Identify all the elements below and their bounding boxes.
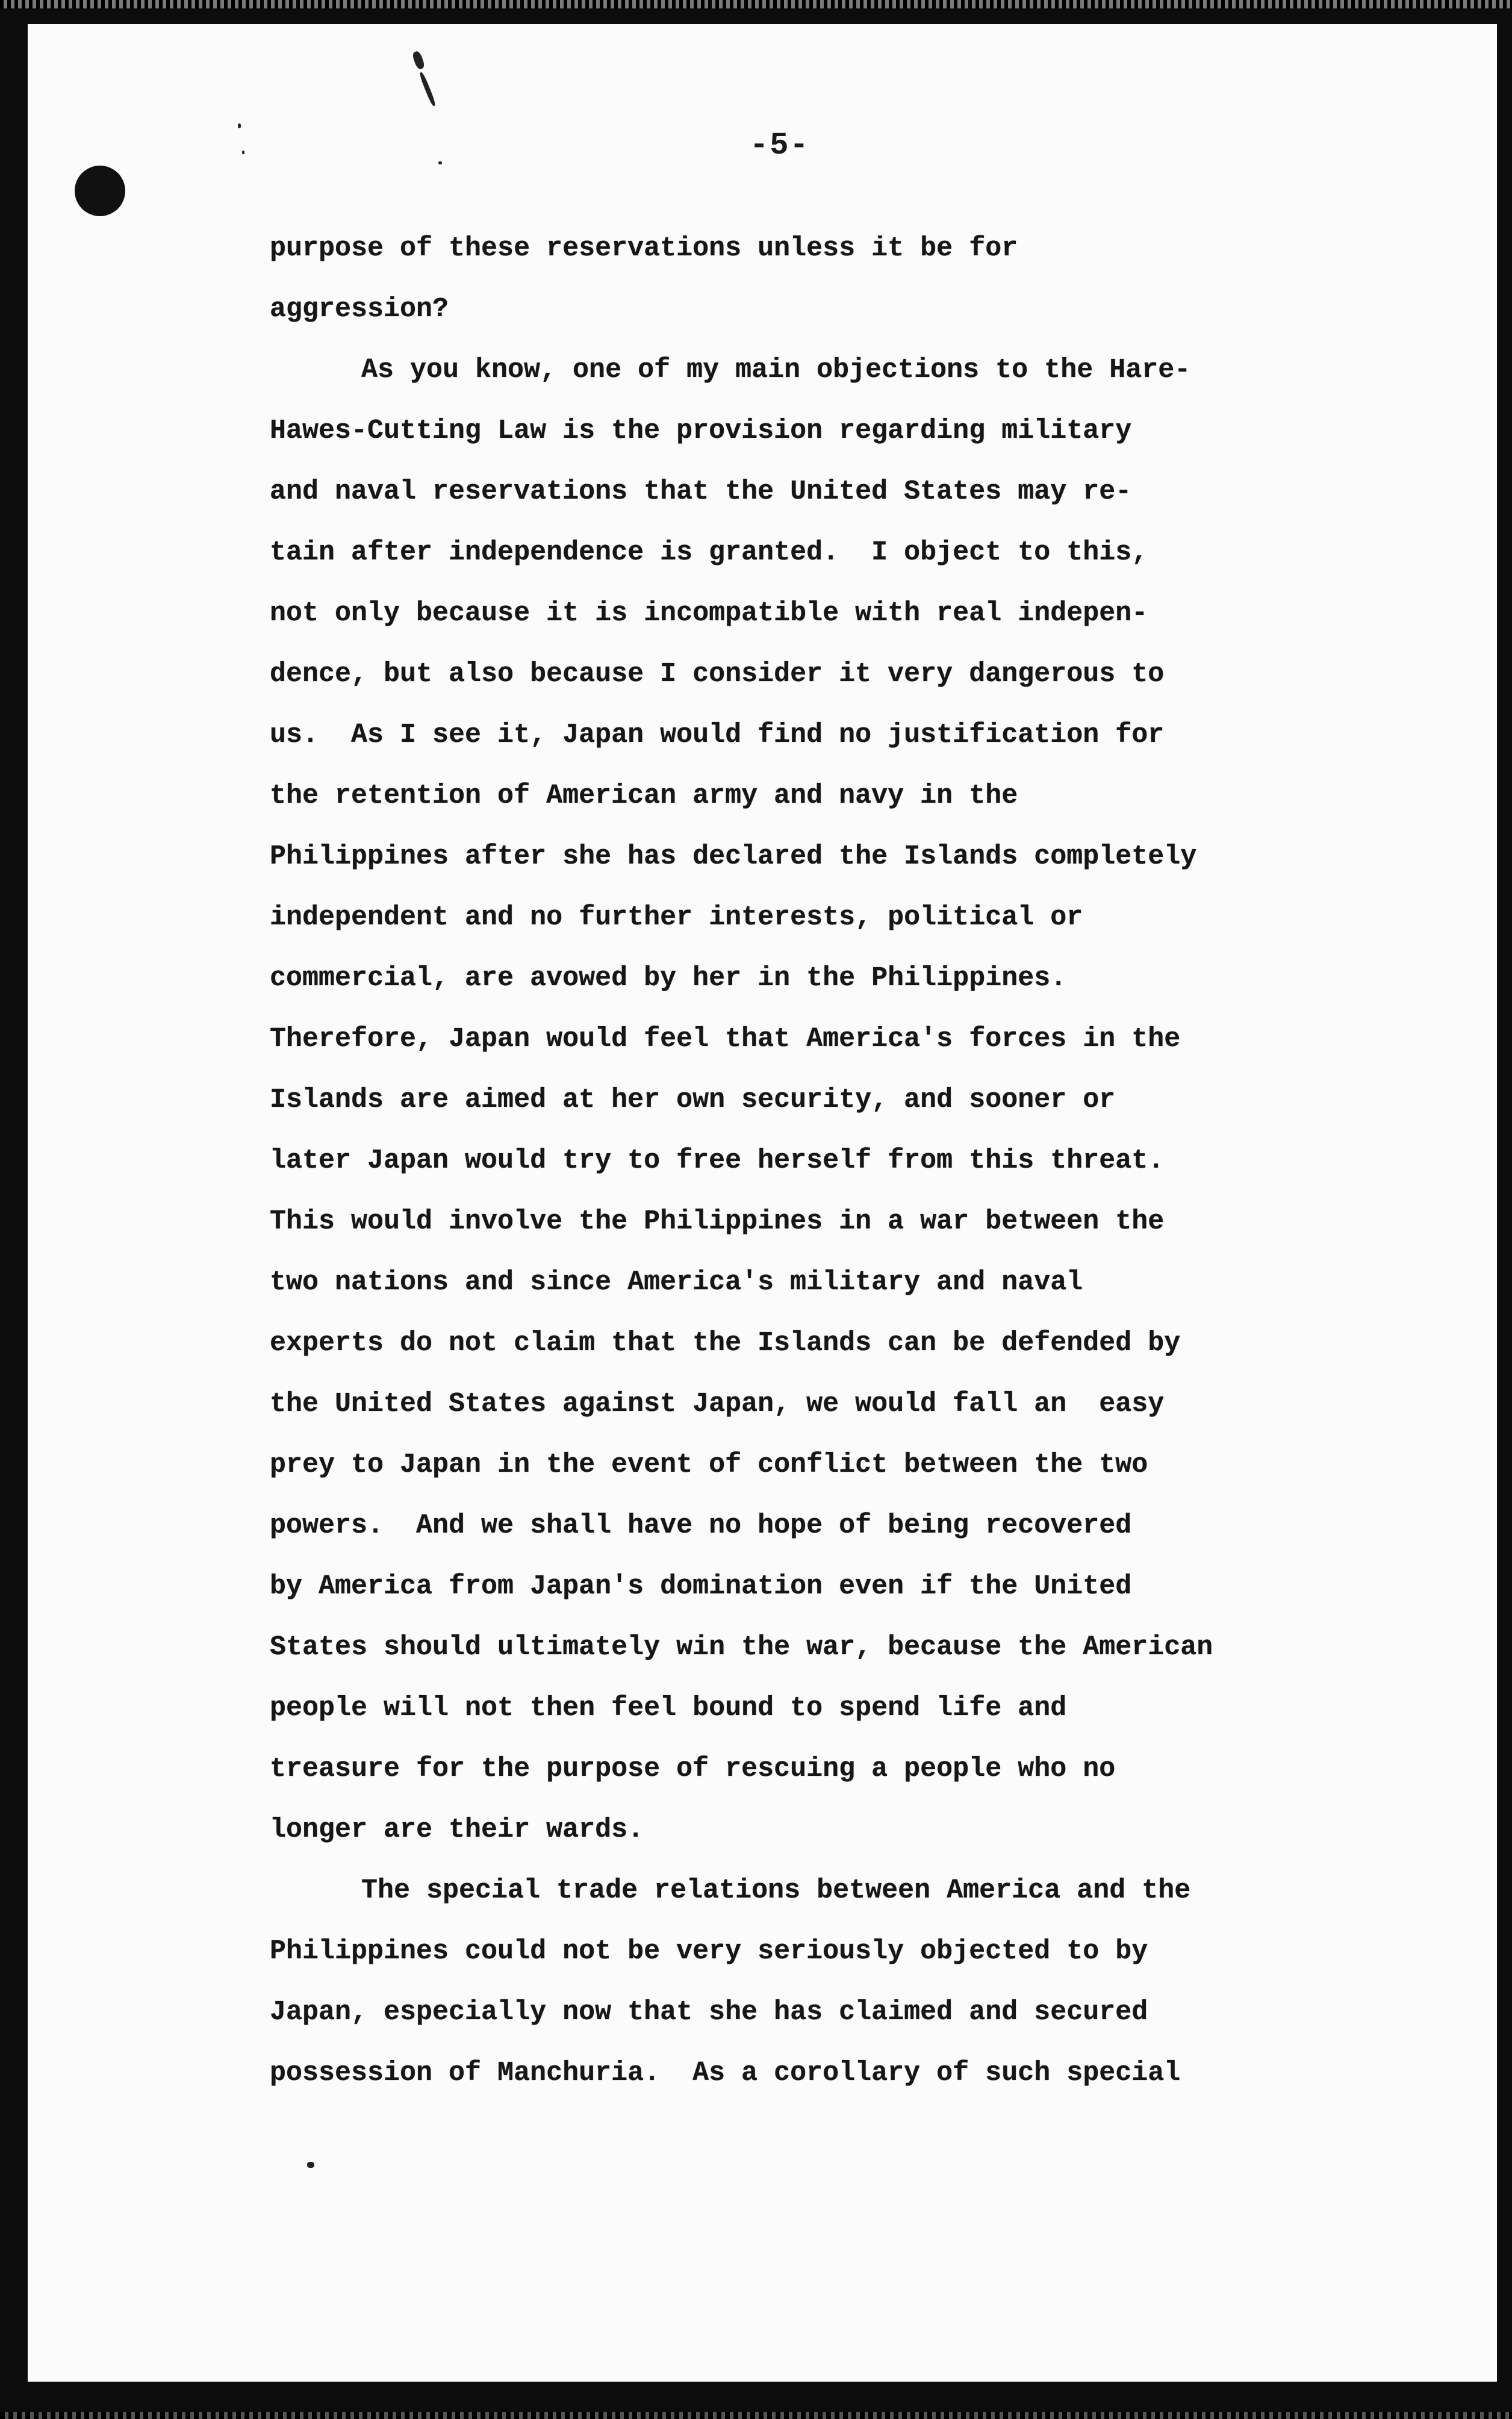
text-line: tain after independence is granted. I object to this,	[270, 537, 1148, 568]
text-line: purpose of these reservations unless it be for	[270, 233, 1018, 264]
text-line: Japan, especially now that she has claimed and secured	[270, 1997, 1148, 2028]
text-line: powers. And we shall have no hope of being recovered	[270, 1510, 1132, 1541]
text-line: As you know, one of my main objections to the Hare-	[361, 355, 1191, 385]
text-line: the retention of American army and navy in the	[270, 780, 1018, 811]
text-line: later Japan would try to free herself from this threat.	[270, 1145, 1165, 1176]
typed-body-text	[270, 218, 1414, 2103]
text-line: This would involve the Philippines in a war between the	[270, 1206, 1165, 1237]
text-line: and naval reservations that the United States may re-	[270, 476, 1132, 507]
ink-mark	[242, 151, 244, 154]
text-line: Hawes-Cutting Law is the provision regarding military	[270, 416, 1132, 446]
ink-mark	[438, 161, 442, 164]
text-line: not only because it is incompatible with real indepen-	[270, 598, 1148, 629]
text-line: independent and no further interests, political or	[270, 902, 1083, 933]
ink-mark	[307, 2162, 314, 2168]
film-edge-bottom	[0, 2412, 1512, 2419]
punch-hole	[75, 166, 125, 216]
text-line: Islands are aimed at her own security, and sooner or	[270, 1085, 1116, 1115]
film-edge-top	[0, 0, 1512, 8]
text-line: Therefore, Japan would feel that America's forces in the	[270, 1024, 1181, 1054]
text-line: commercial, are avowed by her in the Philippines.	[270, 963, 1067, 994]
ink-mark	[238, 123, 241, 128]
text-line: Philippines could not be very seriously objected to by	[270, 1936, 1148, 1967]
page-number: -5-	[750, 128, 810, 163]
text-line: The special trade relations between America and the	[361, 1875, 1191, 1906]
text-line: States should ultimately win the war, because the American	[270, 1632, 1213, 1663]
text-line: experts do not claim that the Islands can be defended by	[270, 1328, 1181, 1359]
text-line: treasure for the purpose of rescuing a people who no	[270, 1754, 1116, 1784]
text-line: dence, but also because I consider it very dangerous to	[270, 659, 1165, 690]
text-line: the United States against Japan, we would fall an easy	[270, 1389, 1165, 1419]
text-line: people will not then feel bound to spend life and	[270, 1693, 1067, 1723]
text-line: Philippines after she has declared the Islands completely	[270, 841, 1197, 872]
text-line: by America from Japan's domination even if the United	[270, 1571, 1132, 1602]
text-line: longer are their wards.	[270, 1814, 644, 1845]
text-line: possession of Manchuria. As a corollary of such special	[270, 2058, 1181, 2088]
text-line: two nations and since America's military and naval	[270, 1267, 1083, 1298]
text-line: aggression?	[270, 294, 449, 325]
text-line: prey to Japan in the event of conflict between the two	[270, 1449, 1148, 1480]
text-line: us. As I see it, Japan would find no justification for	[270, 720, 1165, 750]
